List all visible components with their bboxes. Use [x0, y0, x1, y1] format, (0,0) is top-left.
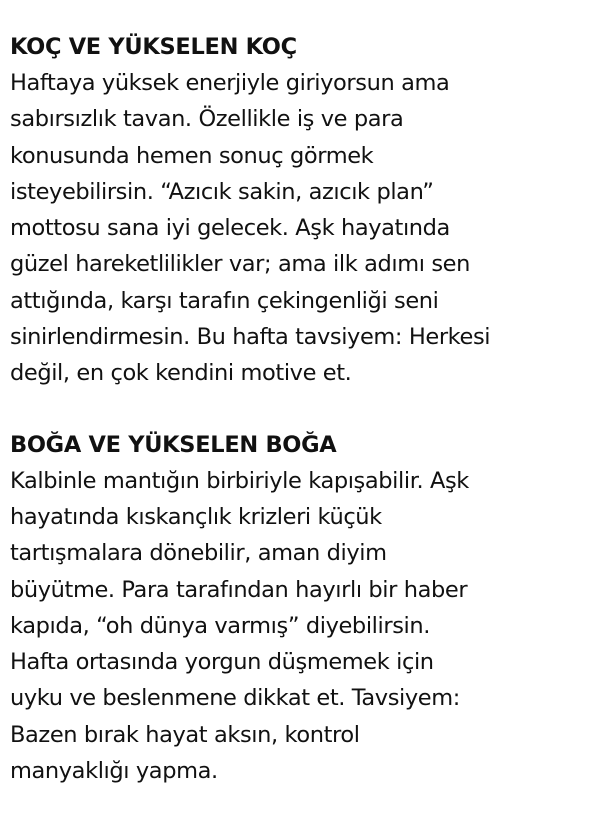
text-line: mottosu sana iyi gelecek. Aşk hayatında — [10, 215, 450, 242]
horoscope-article — [10, 30, 598, 789]
section-koc — [10, 30, 598, 392]
section-boga — [10, 428, 598, 790]
section-body — [10, 65, 598, 392]
text-line: attığında, karşı tarafın çekingenliği seni — [10, 287, 439, 314]
section-body — [10, 463, 598, 790]
text-line: güzel hareketlilikler var; ama ilk adımı sen — [10, 251, 470, 278]
text-line: kapıda, “oh dünya varmış” diyebilirsin. — [10, 612, 431, 639]
text-line: sabırsızlık tavan. Özellikle iş ve para — [10, 106, 404, 133]
text-line: büyütme. Para tarafından hayırlı bir haber — [10, 576, 468, 603]
section-title: BOĞA VE YÜKSELEN BOĞA — [10, 431, 337, 458]
text-line: değil, en çok kendini motive et. — [10, 360, 352, 387]
text-line: hayatında kıskançlık krizleri küçük — [10, 503, 382, 530]
text-line: isteyebilirsin. “Azıcık sakin, azıcık plan” — [10, 178, 434, 205]
text-line: Haftaya yüksek enerjiyle giriyorsun ama — [10, 70, 450, 96]
text-line: Kalbinle mantığın birbiriyle kapışabilir. Aşk — [10, 467, 469, 494]
text-line: konusunda hemen sonuç görmek — [10, 142, 374, 169]
text-line: Bazen bırak hayat aksın, kontrol — [10, 721, 360, 748]
text-line: Hafta ortasında yorgun düşmemek için — [10, 649, 434, 676]
text-line: sinirlendirmesin. Bu hafta tavsiyem: Herkesi — [10, 324, 491, 351]
text-line: uyku ve beslenmene dikkat et. Tavsiyem: — [10, 685, 460, 712]
text-line: manyaklığı yapma. — [10, 758, 218, 785]
text-line: tartışmalara dönebilir, aman diyim — [10, 540, 387, 567]
section-title: KOÇ VE YÜKSELEN KOÇ — [10, 34, 297, 60]
